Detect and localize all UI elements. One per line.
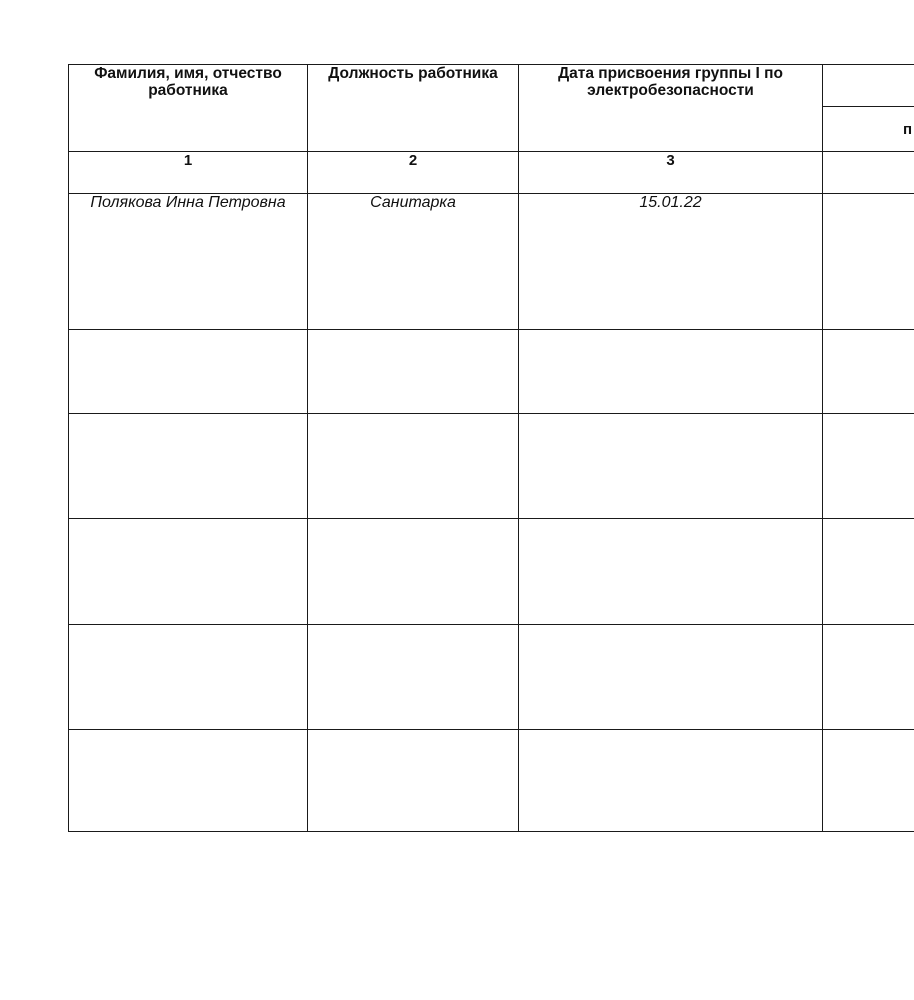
group-date-cell bbox=[519, 519, 823, 625]
cut-off-cell bbox=[823, 330, 914, 414]
cut-off-cell bbox=[823, 625, 914, 730]
employee-position-cell bbox=[308, 330, 519, 414]
group-date-cell: 15.01.22 bbox=[519, 194, 823, 330]
group-date-cell bbox=[519, 730, 823, 832]
electrical-safety-journal-table bbox=[68, 64, 914, 832]
header-cut-off-column bbox=[823, 65, 914, 152]
header-cut-off-subheader: п bbox=[903, 121, 913, 138]
table-row bbox=[69, 330, 914, 414]
table-row bbox=[69, 519, 914, 625]
column-number-row bbox=[69, 152, 914, 194]
employee-name-cell bbox=[69, 730, 308, 832]
header-group-date: Дата присвоения группы I по электробезопасности bbox=[519, 65, 823, 152]
header-full-name: Фамилия, имя, отчество работника bbox=[69, 65, 308, 152]
employee-position-cell: Санитарка bbox=[308, 194, 519, 330]
table-row bbox=[69, 625, 914, 730]
cut-off-cell bbox=[823, 414, 914, 519]
column-number-1: 1 bbox=[69, 152, 308, 194]
group-date-cell bbox=[519, 330, 823, 414]
cut-off-cell bbox=[823, 730, 914, 832]
employee-name-cell bbox=[69, 625, 308, 730]
table-row bbox=[69, 730, 914, 832]
group-date-cell bbox=[519, 625, 823, 730]
column-number-2: 2 bbox=[308, 152, 519, 194]
header-cut-off-top bbox=[823, 65, 914, 107]
employee-name-cell bbox=[69, 414, 308, 519]
column-number-3: 3 bbox=[519, 152, 823, 194]
employee-name-cell bbox=[69, 519, 308, 625]
cut-off-cell bbox=[823, 194, 914, 330]
header-position: Должность работника bbox=[308, 65, 519, 152]
column-number-4 bbox=[823, 152, 914, 194]
employee-name-cell bbox=[69, 330, 308, 414]
employee-position-cell bbox=[308, 414, 519, 519]
table-row bbox=[69, 194, 914, 330]
employee-position-cell bbox=[308, 730, 519, 832]
table-row bbox=[69, 414, 914, 519]
group-date-cell bbox=[519, 414, 823, 519]
employee-position-cell bbox=[308, 625, 519, 730]
header-row bbox=[69, 65, 914, 152]
employee-position-cell bbox=[308, 519, 519, 625]
cut-off-cell bbox=[823, 519, 914, 625]
employee-name-cell: Полякова Инна Петровна bbox=[69, 194, 308, 330]
